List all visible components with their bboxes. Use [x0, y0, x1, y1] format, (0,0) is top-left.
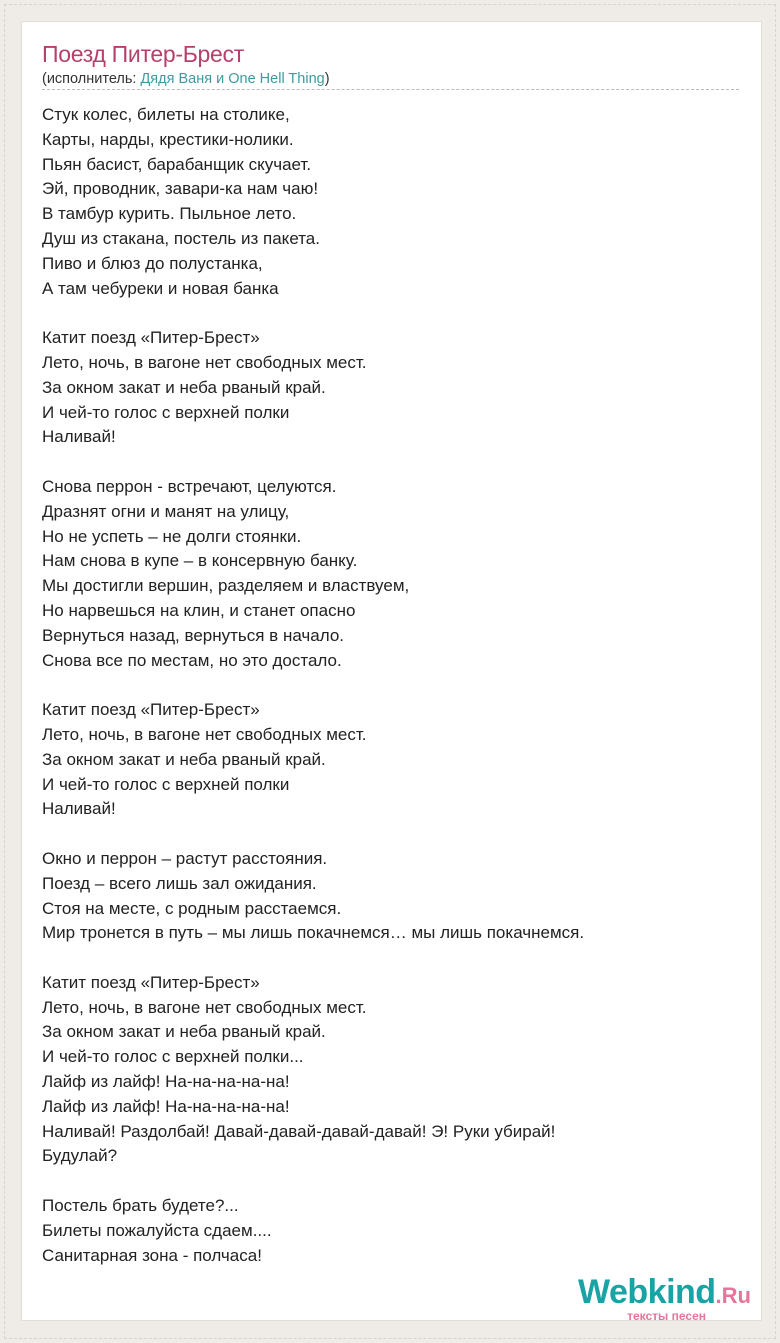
- lyric-line: За окном закат и неба рваный край.: [42, 749, 326, 769]
- lyric-line: Стук колес, билеты на столике,: [42, 105, 290, 124]
- logo-tagline: тексты песен: [627, 1309, 706, 1323]
- lyric-line: Лето, ночь, в вагоне нет свободных мест.: [42, 352, 367, 372]
- stanza: [42, 971, 584, 1169]
- lyric-line: Мы достигли вершин, разделяем и властвуем,: [42, 576, 410, 596]
- lyric-line: Лайф из лайф! На-на-на-на-на!: [42, 1072, 290, 1092]
- stanza: [42, 698, 584, 822]
- lyric-line: А там чебуреки и новая банка: [42, 278, 279, 298]
- lyric-line: Вернуться назад, вернуться в начало.: [42, 625, 345, 645]
- lyric-line: Пьян басист, барабанщик скучает.: [42, 154, 312, 174]
- stanza: [42, 475, 584, 673]
- stanza: [42, 326, 584, 450]
- lyric-line: Катит поезд «Питер-Брест»: [42, 972, 260, 992]
- lyric-line: За окном закат и неба рваный край.: [42, 1022, 326, 1042]
- lyric-line: И чей-то голос с верхней полки: [42, 402, 290, 422]
- lyric-line: Наливай! Раздолбай! Давай-давай-давай-давай! Э! Руки убирай!: [42, 1121, 556, 1141]
- logo-main: Webkind: [578, 1273, 716, 1311]
- lyric-line: Наливай!: [42, 427, 116, 447]
- lyric-line: Постель брать будете?...: [42, 1196, 239, 1216]
- lyrics-text: [42, 103, 584, 1293]
- lyric-line: Душ из стакана, постель из пакета.: [42, 228, 320, 248]
- lyric-line: Лето, ночь, в вагоне нет свободных мест.: [42, 724, 367, 744]
- lyric-line: Эй, проводник, завари-ка нам чаю!: [42, 179, 319, 199]
- lyric-line: Дразнят огни и манят на улицу,: [42, 501, 290, 521]
- lyric-line: Карты, нарды, крестики-нолики.: [42, 129, 294, 149]
- lyric-line: Снова перрон - встречают, целуются.: [42, 476, 337, 496]
- lyric-line: Пиво и блюз до полустанка,: [42, 253, 263, 273]
- lyric-line: Санитарная зона - полчаса!: [42, 1245, 262, 1265]
- artist-link[interactable]: Дядя Ваня и One Hell Thing: [140, 71, 325, 87]
- lyric-line: И чей-то голос с верхней полки: [42, 774, 290, 794]
- lyric-line: Поезд – всего лишь зал ожидания.: [42, 873, 317, 893]
- lyric-line: В тамбур курить. Пыльное лето.: [42, 204, 297, 224]
- lyric-line: Нам снова в купе – в консервную банку.: [42, 551, 358, 571]
- lyric-line: Окно и перрон – растут расстояния.: [42, 848, 328, 868]
- lyric-line: Снова все по местам, но это достало.: [42, 650, 342, 670]
- logo-tld: .Ru: [715, 1283, 751, 1308]
- lyric-line: Будулай?: [42, 1146, 118, 1166]
- lyric-line: Стоя на месте, с родным расстаемся.: [42, 898, 342, 918]
- song-title: Поезд Питер-Брест: [42, 41, 244, 67]
- lyric-line: Катит поезд «Питер-Брест»: [42, 328, 260, 348]
- lyric-line: Но не успеть – не долги стоянки.: [42, 526, 302, 546]
- lyric-line: За окном закат и неба рваный край.: [42, 377, 326, 397]
- artist-line: [42, 71, 739, 90]
- lyric-line: Наливай!: [42, 799, 116, 819]
- lyric-line: Лето, ночь, в вагоне нет свободных мест.: [42, 997, 367, 1017]
- stanza: [42, 103, 584, 301]
- lyric-line: Катит поезд «Питер-Брест»: [42, 700, 260, 720]
- lyric-line: Но нарвешься на клин, и станет опасно: [42, 600, 356, 620]
- lyric-line: Мир тронется в путь – мы лишь покачнемся… мы лишь покачнемся.: [42, 923, 585, 943]
- artist-prefix: (исполнитель:: [42, 71, 141, 87]
- webkind-logo[interactable]: [578, 1273, 751, 1323]
- lyric-line: Билеты пожалуйста сдаем....: [42, 1220, 272, 1240]
- stanza: [42, 847, 584, 946]
- stanza: [42, 1194, 584, 1268]
- lyric-line: И чей-то голос с верхней полки...: [42, 1047, 304, 1067]
- lyrics-panel: [21, 21, 762, 1321]
- lyric-line: Лайф из лайф! На-на-на-на-на!: [42, 1096, 290, 1116]
- artist-suffix: ): [324, 71, 330, 87]
